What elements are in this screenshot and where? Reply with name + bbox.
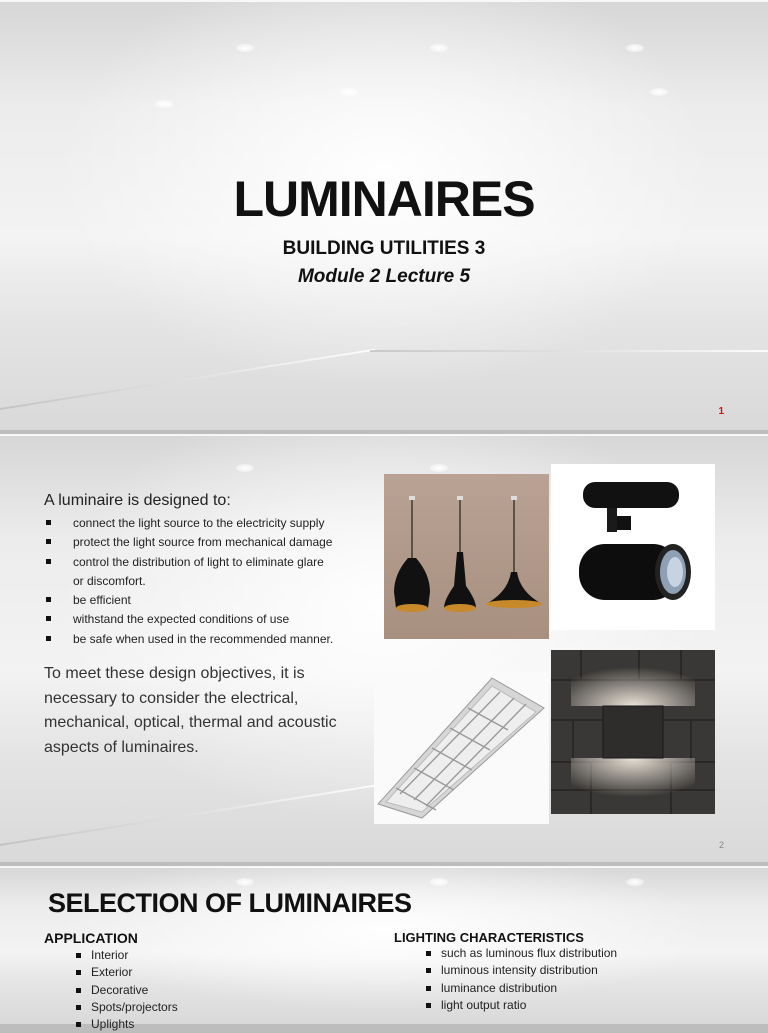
ceiling-light [236,464,254,472]
list-item: light output ratio [424,997,617,1014]
ceiling-light [236,878,254,886]
intro-text: A luminaire is designed to: [44,492,231,509]
list-item: Spots/projectors [74,999,178,1016]
list-item: luminance distribution [424,980,617,997]
ceiling-light [155,100,173,108]
title-slide [0,0,768,430]
list-item: be safe when used in the recommended manner. [44,630,374,649]
design-objectives-list [44,514,374,649]
list-item: luminous intensity distribution [424,962,617,979]
list-item: protect the light source from mechanical damage [44,533,374,552]
application-heading: APPLICATION [44,930,138,946]
module-label: Module 2 Lecture 5 [297,266,471,287]
list-item: connect the light source to the electricity supply [44,514,374,533]
list-item: Exterior [74,964,178,981]
floor-edge [370,350,768,352]
ceiling-light [626,44,644,52]
ceiling-light [340,88,358,96]
ceiling-light [626,878,644,886]
page-number: 1 [718,406,724,417]
page-number: 2 [718,840,724,850]
list-item: Decorative [74,982,178,999]
design-paragraph: To meet these design objectives, it is necessary to consider the electrical, mechanical, optical, thermal and acoustic aspects of luminaires. [44,665,337,756]
ceiling-light [430,878,448,886]
lighting-characteristics-heading: LIGHTING CHARACTERISTICS [394,930,584,945]
list-item: Uplights [74,1016,178,1033]
list-item: withstand the expected conditions of use [44,610,374,629]
slide-title: LUMINAIRES [233,171,535,227]
floor-edge [0,349,375,410]
ceiling-light [236,44,254,52]
selection-slide [0,866,768,1032]
pendant-lamps-image [384,474,549,639]
ceiling-light [430,44,448,52]
list-item: such as luminous flux distribution [424,945,617,962]
ceiling-light [650,88,668,96]
floor-edge [0,785,375,846]
wall-light-image [551,650,715,814]
slide-title: SELECTION OF LUMINAIRES [48,888,412,918]
list-item: control the distribution of light to eliminate glare [44,553,374,572]
troffer-image [374,672,549,824]
ceiling-light [430,464,448,472]
spotlight-image [551,464,715,630]
slide-subtitle: BUILDING UTILITIES 3 [282,238,486,259]
application-list [74,947,178,1033]
lighting-characteristics-list [424,945,617,1014]
list-item: Interior [74,947,178,964]
design-slide [0,434,768,862]
list-item-continuation: or discomfort. [73,573,146,588]
list-item: be efficient [44,591,374,610]
